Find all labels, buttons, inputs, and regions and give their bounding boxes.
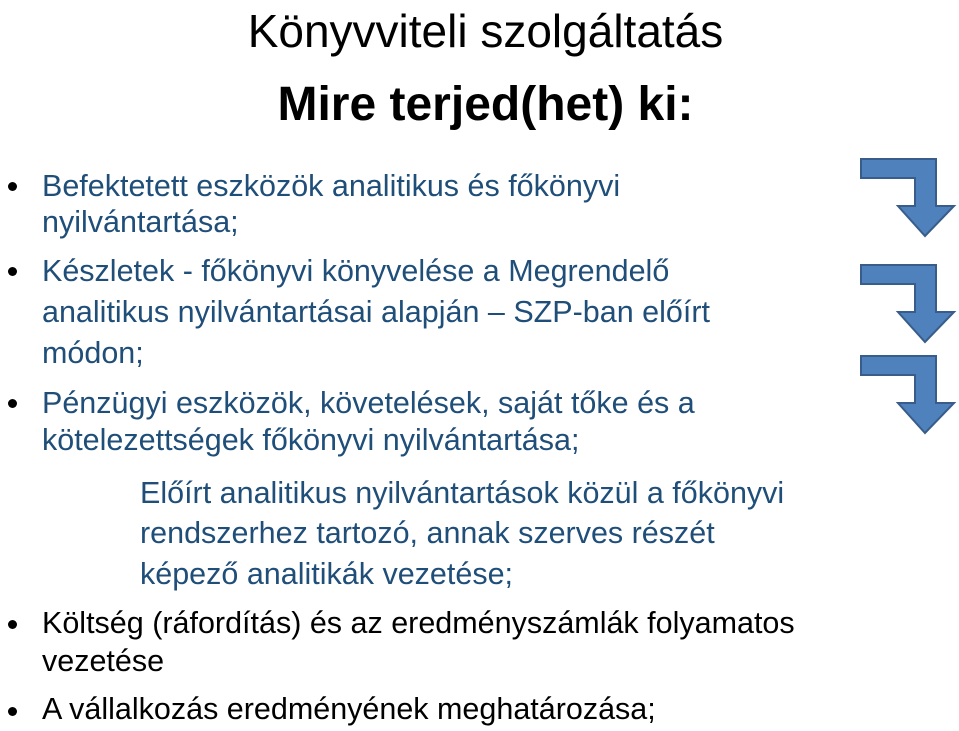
bullet-icon xyxy=(8,707,17,716)
bent-arrow-icon xyxy=(858,353,959,437)
slide-subtitle: Mire terjed(het) ki: xyxy=(277,78,694,131)
list-item-line: rendszerhez tartozó, annak szerves részét xyxy=(140,516,715,550)
list-item-line: Befektetett eszközök analitikus és főkönyvi xyxy=(42,169,621,203)
list-item-line: kötelezettségek főkönyvi nyilvántartása; xyxy=(42,423,580,457)
bullet-icon xyxy=(8,620,17,629)
bullet-icon xyxy=(8,267,17,276)
list-item-line: módon; xyxy=(42,336,144,370)
bent-arrow-icon xyxy=(858,262,959,346)
list-item-line: vezetése xyxy=(42,644,165,678)
list-item-line: Előírt analitikus nyilvántartások közül a főkönyvi xyxy=(140,476,785,510)
bullet-icon xyxy=(8,182,17,191)
list-item-line: képező analitikák vezetése; xyxy=(140,557,513,591)
list-item-line: Költség (ráfordítás) és az eredményszámlák folyamatos xyxy=(42,606,795,640)
bullet-icon xyxy=(8,399,17,408)
slide-title: Könyvviteli szolgáltatás xyxy=(247,5,724,57)
list-item-line: Készletek - főkönyvi könyvelése a Megrendelő xyxy=(42,254,670,288)
list-item-line: nyilvántartása; xyxy=(42,205,239,239)
list-item-line: Pénzügyi eszközök, követelések, saját tőke és a xyxy=(42,386,695,420)
bent-arrow-icon xyxy=(858,156,959,240)
list-item-line: analitikus nyilvántartásai alapján – SZP-ban előírt xyxy=(42,295,710,329)
list-item-line: A vállalkozás eredményének meghatározása; xyxy=(42,692,656,726)
